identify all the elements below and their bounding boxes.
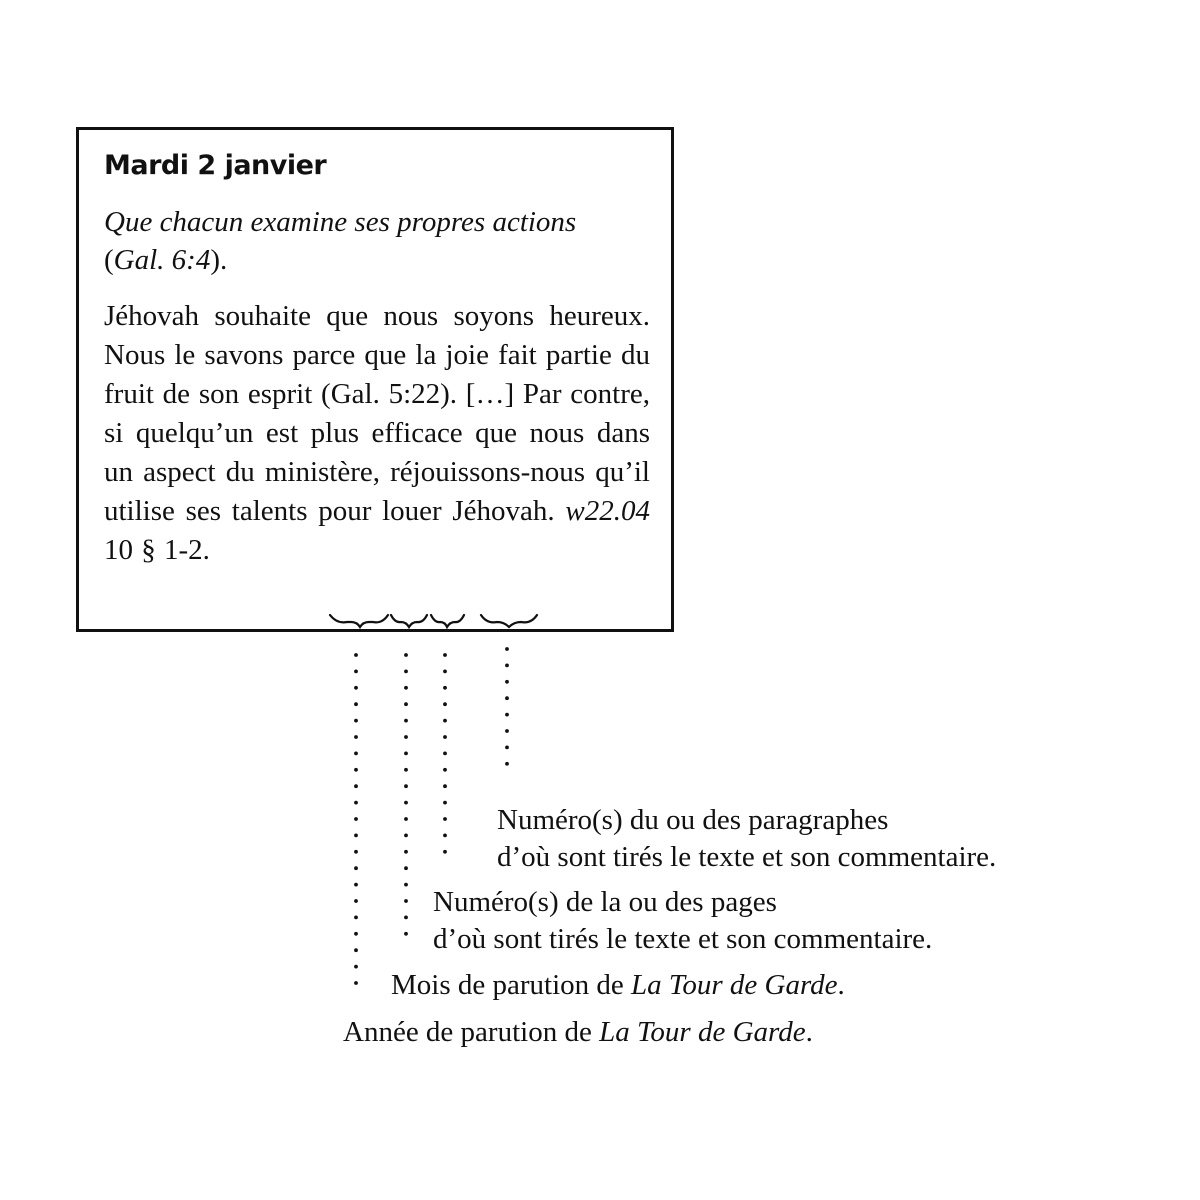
brace-month-icon — [391, 615, 427, 627]
leader-line-month — [404, 653, 408, 936]
brace-page-icon — [431, 615, 464, 627]
leader-line-year — [354, 653, 358, 985]
leader-line-paragraph — [505, 647, 509, 766]
commentary-paragraph — [104, 297, 650, 570]
commentary-text: Jéhovah souhaite que nous soyons heureux. Nous le savons parce que la joie fait partie du fruit de son esprit (Gal. 5:22). […] Par contre, si quelqu’un est plus efficace que nous dans un aspect du ministère, réjouissons-nous qu’il utilise ses talents pour louer Jéhovah. — [104, 300, 650, 527]
annotation-pages: Numéro(s) de la ou des pages d’où sont tirés le texte et son commentaire. — [433, 886, 933, 955]
annotation-year: Année de parution de La Tour de Garde. — [343, 1016, 813, 1048]
source-paragraph-symbol: § — [141, 534, 156, 566]
source-page: 10 — [104, 534, 133, 566]
brace-year-icon — [330, 615, 388, 627]
daily-text-box — [76, 127, 674, 632]
source-year-code: w22 — [565, 495, 614, 527]
verse-text: Que chacun examine ses propres actions — [104, 206, 577, 238]
verse-reference: Gal. 6:4 — [113, 244, 211, 276]
date-heading: Mardi 2 janvier — [104, 150, 327, 181]
theme-verse — [104, 203, 650, 279]
source-separator: . — [613, 495, 621, 527]
leader-line-page — [443, 653, 447, 854]
verse-ref-close: ). — [210, 244, 228, 276]
brace-paragraph-icon — [481, 615, 537, 627]
annotation-paragraphs: Numéro(s) du ou des paragraphes d’où sont tirés le texte et son commentaire. — [497, 804, 997, 873]
verse-ref-open: ( — [104, 244, 114, 276]
source-paragraphs: 1-2. — [164, 534, 210, 566]
source-month: 04 — [621, 495, 650, 527]
annotation-month: Mois de parution de La Tour de Garde. — [391, 969, 845, 1001]
